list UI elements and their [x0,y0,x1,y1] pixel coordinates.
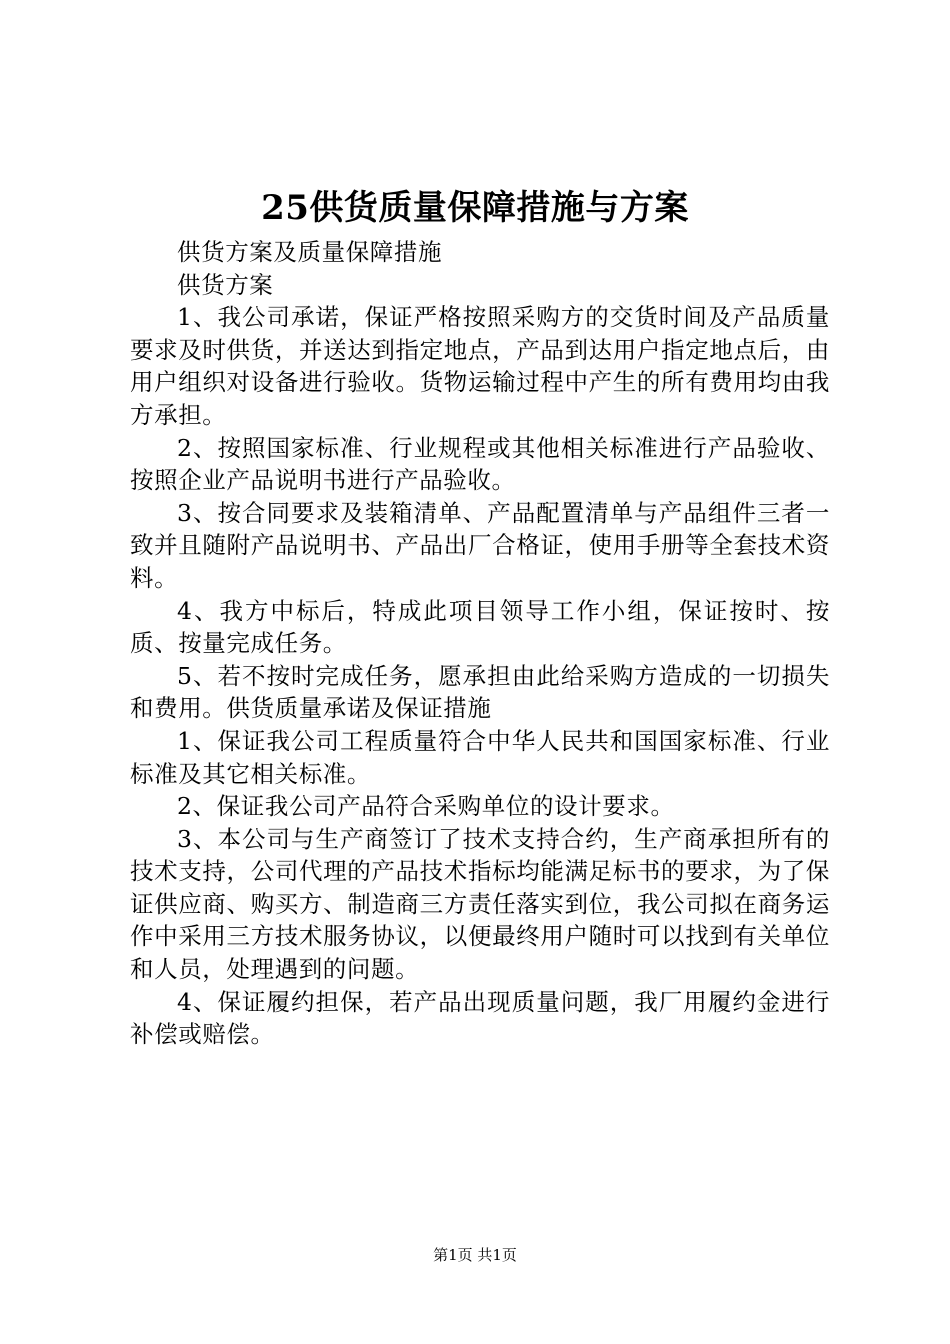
paragraph: 3、按合同要求及装箱清单、产品配置清单与产品组件三者一致并且随附产品说明书、产品出厂合格证，使用手册等全套技术资料。 [130,498,830,592]
paragraph: 1、我公司承诺，保证严格按照采购方的交货时间及产品质量要求及时供货，并送达到指定地点，产品到达用户指定地点后，由用户组织对设备进行验收。货物运输过程中产生的所有费用均由我方承担。 [130,303,830,429]
paragraph: 5、若不按时完成任务，愿承担由此给采购方造成的一切损失和费用。供货质量承诺及保证措施 [130,661,830,723]
paragraph-subheading: 供货方案 [177,270,274,299]
paragraph: 4、我方中标后，特成此项目领导工作小组，保证按时、按质、按量完成任务。 [130,596,830,658]
paragraph-heading: 供货方案及质量保障措施 [177,238,443,266]
paragraph: 3、本公司与生产商签订了技术支持合约，生产商承担所有的技术支持，公司代理的产品技术指标均能满足标书的要求，为了保证供应商、购买方、制造商三方责任落实到位，我公司拟在商务运作中采用三方技术服务协议，以便最终用户随时可以找到有关单位和人员，处理遇到的问题。 [130,824,830,984]
document-body [130,236,830,1051]
paragraph: 4、保证履约担保，若产品出现质量问题，我厂用履约金进行补偿或赔偿。 [130,987,830,1049]
page-footer: 第1页 共1页 [433,1246,517,1264]
paragraph: 2、按照国家标准、行业规程或其他相关标准进行产品验收、按照企业产品说明书进行产品验收。 [130,433,830,495]
paragraph: 2、保证我公司产品符合采购单位的设计要求。 [177,792,675,821]
paragraph: 1、保证我公司工程质量符合中华人民共和国国家标准、行业标准及其它相关标准。 [130,726,830,788]
document-title: 25供货质量保障措施与方案 [261,188,689,228]
